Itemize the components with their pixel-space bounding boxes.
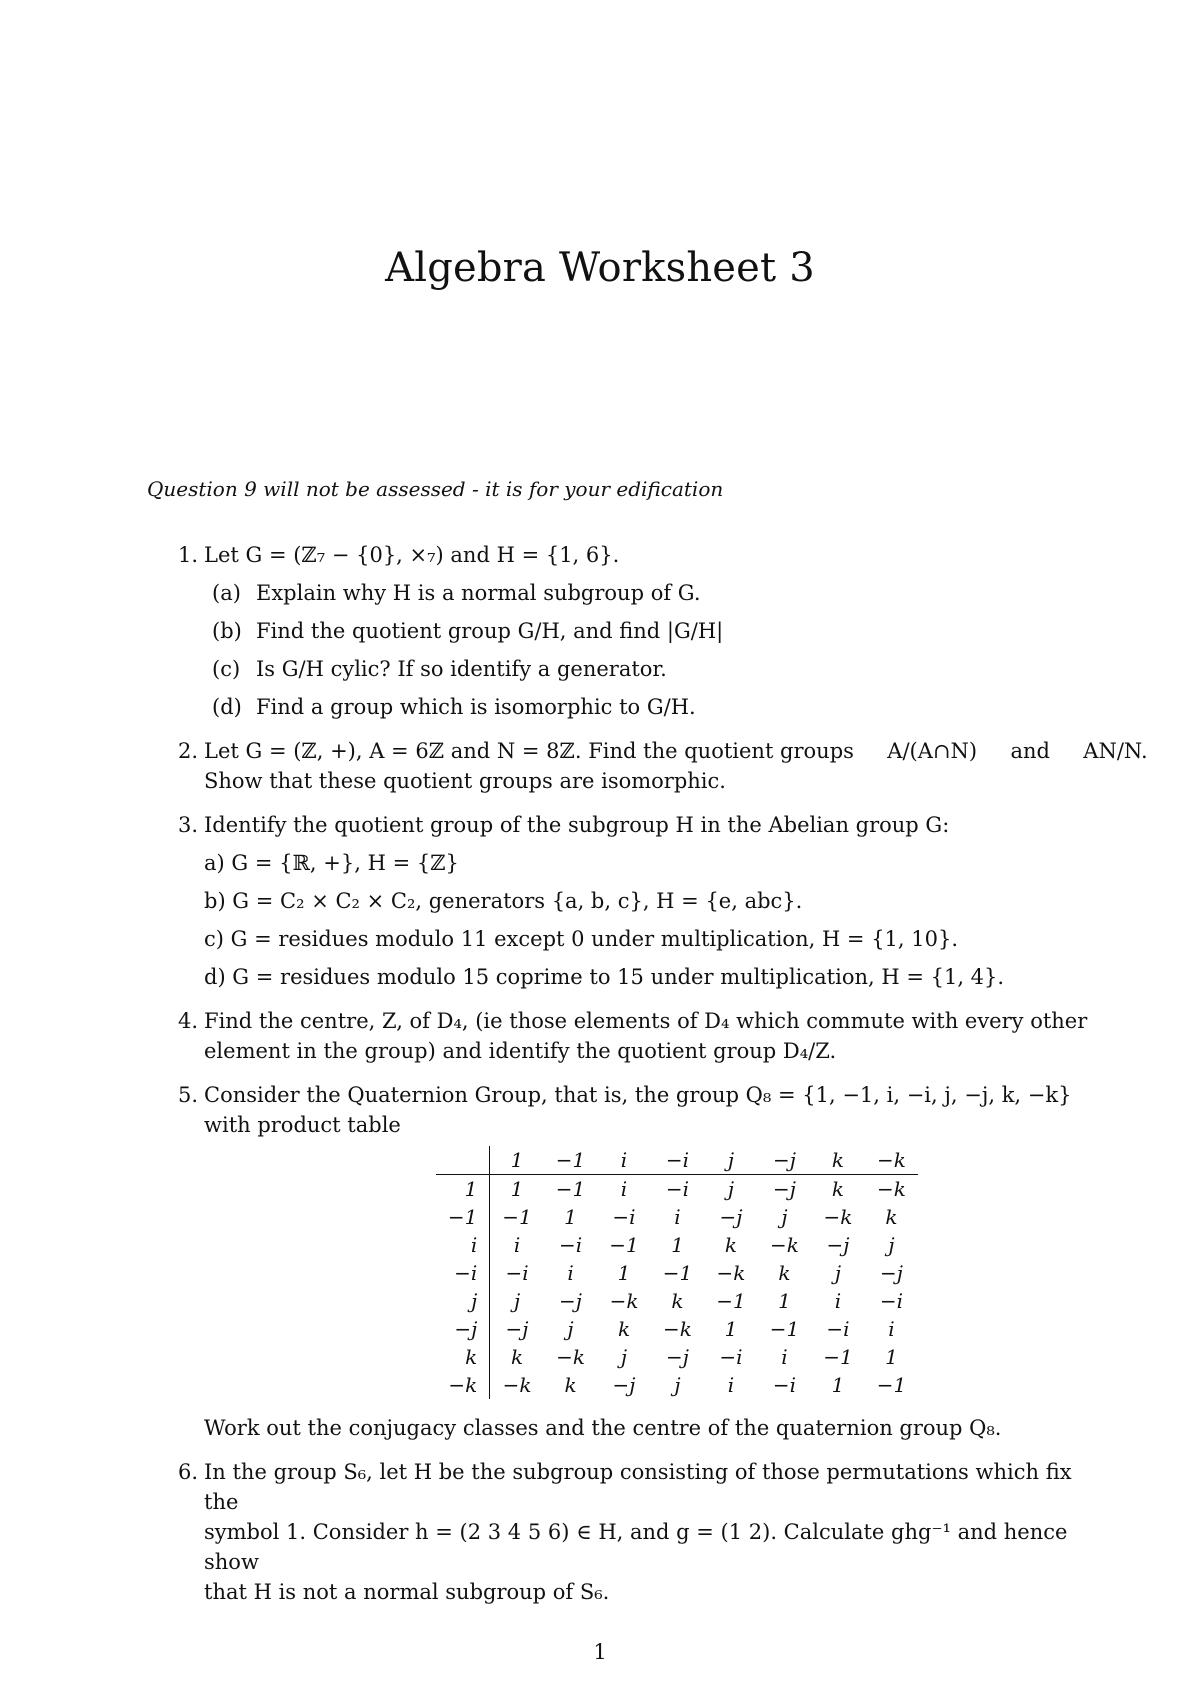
question-line: Show that these quotient groups are isomorphic. <box>204 769 726 793</box>
table-cell: −1 <box>609 1233 639 1257</box>
part-text: Find a group which is isomorphic to G/H. <box>256 695 696 719</box>
table-cell: i <box>727 1373 735 1397</box>
part-text: Is G/H cylic? If so identify a generator. <box>256 657 667 681</box>
table-cell: −1 <box>823 1345 853 1369</box>
question-number: 6. <box>177 1460 198 1484</box>
table-row-header: 1 <box>436 1175 490 1204</box>
table-cell: −k <box>716 1261 746 1285</box>
question-4 <box>177 1006 1090 1066</box>
table-row <box>436 1175 918 1204</box>
table-cell: 1 <box>564 1205 577 1229</box>
table-cell: k <box>778 1261 791 1285</box>
table-cell: −i <box>826 1317 850 1341</box>
question-1 <box>177 540 1090 722</box>
table-cell: k <box>564 1373 577 1397</box>
table-cell: j <box>727 1177 735 1201</box>
table-cell: −1 <box>716 1289 746 1313</box>
table-cell: k <box>831 1177 844 1201</box>
table-cell: 1 <box>510 1177 524 1201</box>
table-cell: i <box>781 1345 788 1369</box>
table-cell: i <box>567 1261 574 1285</box>
table-cell: −k <box>609 1289 639 1313</box>
table-row-header: −k <box>436 1371 490 1399</box>
question-line: Find the centre, Z, of D₄, (ie those elements of D₄ which commute with every other <box>204 1009 1088 1033</box>
question-part: a) G = {ℝ, +}, H = {ℤ} <box>204 851 459 875</box>
table-cell: 1 <box>831 1373 845 1397</box>
table-cell: −j <box>826 1233 850 1257</box>
table-cell: 1 <box>778 1289 791 1313</box>
part-text: Find the quotient group G/H, and find |G/H| <box>256 619 724 643</box>
table-cell: i <box>620 1177 628 1201</box>
assessment-note: Question 9 will not be assessed - it is for your edification <box>147 477 724 501</box>
table-cell: j <box>888 1233 895 1257</box>
part-label: (c) <box>212 657 241 681</box>
table-cell: −i <box>558 1233 583 1257</box>
part-label: (b) <box>212 619 242 643</box>
question-line: Work out the conjugacy classes and the centre of the quaternion group Q₈. <box>204 1416 1002 1440</box>
table-cell: −i <box>612 1205 636 1229</box>
question-line: Consider the Quaternion Group, that is, the group Q₈ = {1, −1, i, −i, j, −j, k, −k} <box>204 1083 1072 1107</box>
table-row-header: −j <box>436 1315 490 1343</box>
table-cell: −i <box>879 1289 903 1313</box>
question-number: 5. <box>177 1083 198 1107</box>
page-title: Algebra Worksheet 3 <box>385 245 815 291</box>
table-cell: −j <box>505 1317 529 1341</box>
page-number: 1 <box>593 1640 607 1664</box>
table-cell: k <box>510 1345 524 1369</box>
table-cell: −k <box>663 1317 692 1341</box>
table-header-cell: i <box>597 1146 650 1175</box>
table-row <box>436 1315 918 1343</box>
table-row <box>436 1287 918 1315</box>
table-cell: −i <box>772 1373 797 1397</box>
table-row-header: k <box>436 1343 490 1371</box>
table-cell: −k <box>556 1345 585 1369</box>
question-stem: Let G = (ℤ₇ − {0}, ×₇) and H = {1, 6}. <box>204 543 620 567</box>
question-number: 2. <box>177 739 198 763</box>
question-part <box>212 654 1090 684</box>
table-row-header: −i <box>436 1259 490 1287</box>
table-cell: j <box>513 1289 521 1313</box>
table-row <box>436 1371 918 1399</box>
table-cell: −j <box>719 1205 743 1229</box>
question-line: Let G = (ℤ, +), A = 6ℤ and N = 8ℤ. Find the quotient groups A/(A∩N) and AN/N. <box>204 739 1148 763</box>
table-cell: i <box>513 1233 521 1257</box>
question-number: 1. <box>177 543 198 567</box>
table-header-row <box>436 1146 918 1175</box>
table-cell: −k <box>770 1233 799 1257</box>
table-cell: −j <box>612 1373 636 1397</box>
question-line: symbol 1. Consider h = (2 3 4 5 6) ∈ H, and g = (1 2). Calculate ghg⁻¹ and hence show <box>204 1520 1068 1574</box>
table-corner-cell <box>436 1146 490 1175</box>
question-line: that H is not a normal subgroup of S₆. <box>204 1580 610 1604</box>
table-cell: j <box>620 1345 628 1369</box>
question-part <box>212 692 1090 722</box>
table-cell: −j <box>772 1177 796 1201</box>
table-cell: −i <box>665 1177 690 1201</box>
table-cell: k <box>617 1317 631 1341</box>
question-part <box>212 578 1090 608</box>
question-number: 4. <box>177 1009 198 1033</box>
table-cell: −1 <box>555 1177 586 1201</box>
table-cell: i <box>888 1317 895 1341</box>
question-2 <box>177 736 1148 796</box>
table-cell: j <box>567 1317 574 1341</box>
table-cell: −1 <box>769 1317 800 1341</box>
question-number: 3. <box>177 813 198 837</box>
table-cell: 1 <box>617 1261 631 1285</box>
table-header-cell: −1 <box>544 1146 597 1175</box>
questions <box>0 540 1200 1607</box>
table-cell: j <box>781 1205 788 1229</box>
table-cell: k <box>885 1205 898 1229</box>
table-cell: −k <box>876 1177 906 1201</box>
table-row-header: i <box>436 1231 490 1259</box>
table-cell: −k <box>823 1205 853 1229</box>
question-3 <box>177 810 1090 992</box>
table-cell: i <box>674 1205 681 1229</box>
question-part: c) G = residues modulo 11 except 0 under multiplication, H = {1, 10}. <box>204 927 959 951</box>
table-cell: j <box>674 1373 681 1397</box>
part-text: Explain why H is a normal subgroup of G. <box>256 581 701 605</box>
table-cell: −i <box>719 1345 743 1369</box>
table-header-cell: −j <box>758 1146 811 1175</box>
table-cell: k <box>671 1289 684 1313</box>
table-cell: k <box>724 1233 738 1257</box>
table-header-cell: j <box>704 1146 757 1175</box>
part-label: (a) <box>212 581 241 605</box>
table-cell: −k <box>502 1373 532 1397</box>
table-row-header: −1 <box>436 1203 490 1231</box>
table-cell: −j <box>879 1261 903 1285</box>
question-stem: Identify the quotient group of the subgroup H in the Abelian group G: <box>204 813 950 837</box>
table-cell: −1 <box>876 1373 907 1397</box>
table-row <box>436 1203 918 1231</box>
question-part <box>212 616 1090 646</box>
part-label: (d) <box>212 695 242 719</box>
question-6 <box>177 1457 1090 1607</box>
table-cell: 1 <box>671 1233 684 1257</box>
question-part: d) G = residues modulo 15 coprime to 15 under multiplication, H = {1, 4}. <box>204 965 1005 989</box>
table-header-cell: −i <box>651 1146 704 1175</box>
table-cell: −i <box>505 1261 529 1285</box>
table-cell: 1 <box>885 1345 898 1369</box>
table-header-cell: 1 <box>490 1146 544 1175</box>
table-row <box>436 1231 918 1259</box>
table-header-cell: −k <box>865 1146 918 1175</box>
table-cell: 1 <box>724 1317 738 1341</box>
table-row-header: j <box>436 1287 490 1315</box>
table-cell: j <box>834 1261 842 1285</box>
table-cell: −1 <box>502 1205 532 1229</box>
question-line: In the group S₆, let H be the subgroup consisting of those permutations which fix the <box>204 1460 1072 1514</box>
question-line: element in the group) and identify the quotient group D₄/Z. <box>204 1039 837 1063</box>
question-part: b) G = C₂ × C₂ × C₂, generators {a, b, c}, H = {e, abc}. <box>204 889 803 913</box>
table-row <box>436 1343 918 1371</box>
quaternion-product-table <box>436 1146 918 1399</box>
question-5 <box>177 1080 1090 1443</box>
table-row <box>436 1259 918 1287</box>
question-line: with product table <box>204 1113 401 1137</box>
table-cell: −j <box>666 1345 689 1369</box>
table-cell: i <box>834 1289 842 1313</box>
table-header-cell: k <box>811 1146 864 1175</box>
table-cell: −1 <box>662 1261 693 1285</box>
table-cell: −j <box>559 1289 582 1313</box>
